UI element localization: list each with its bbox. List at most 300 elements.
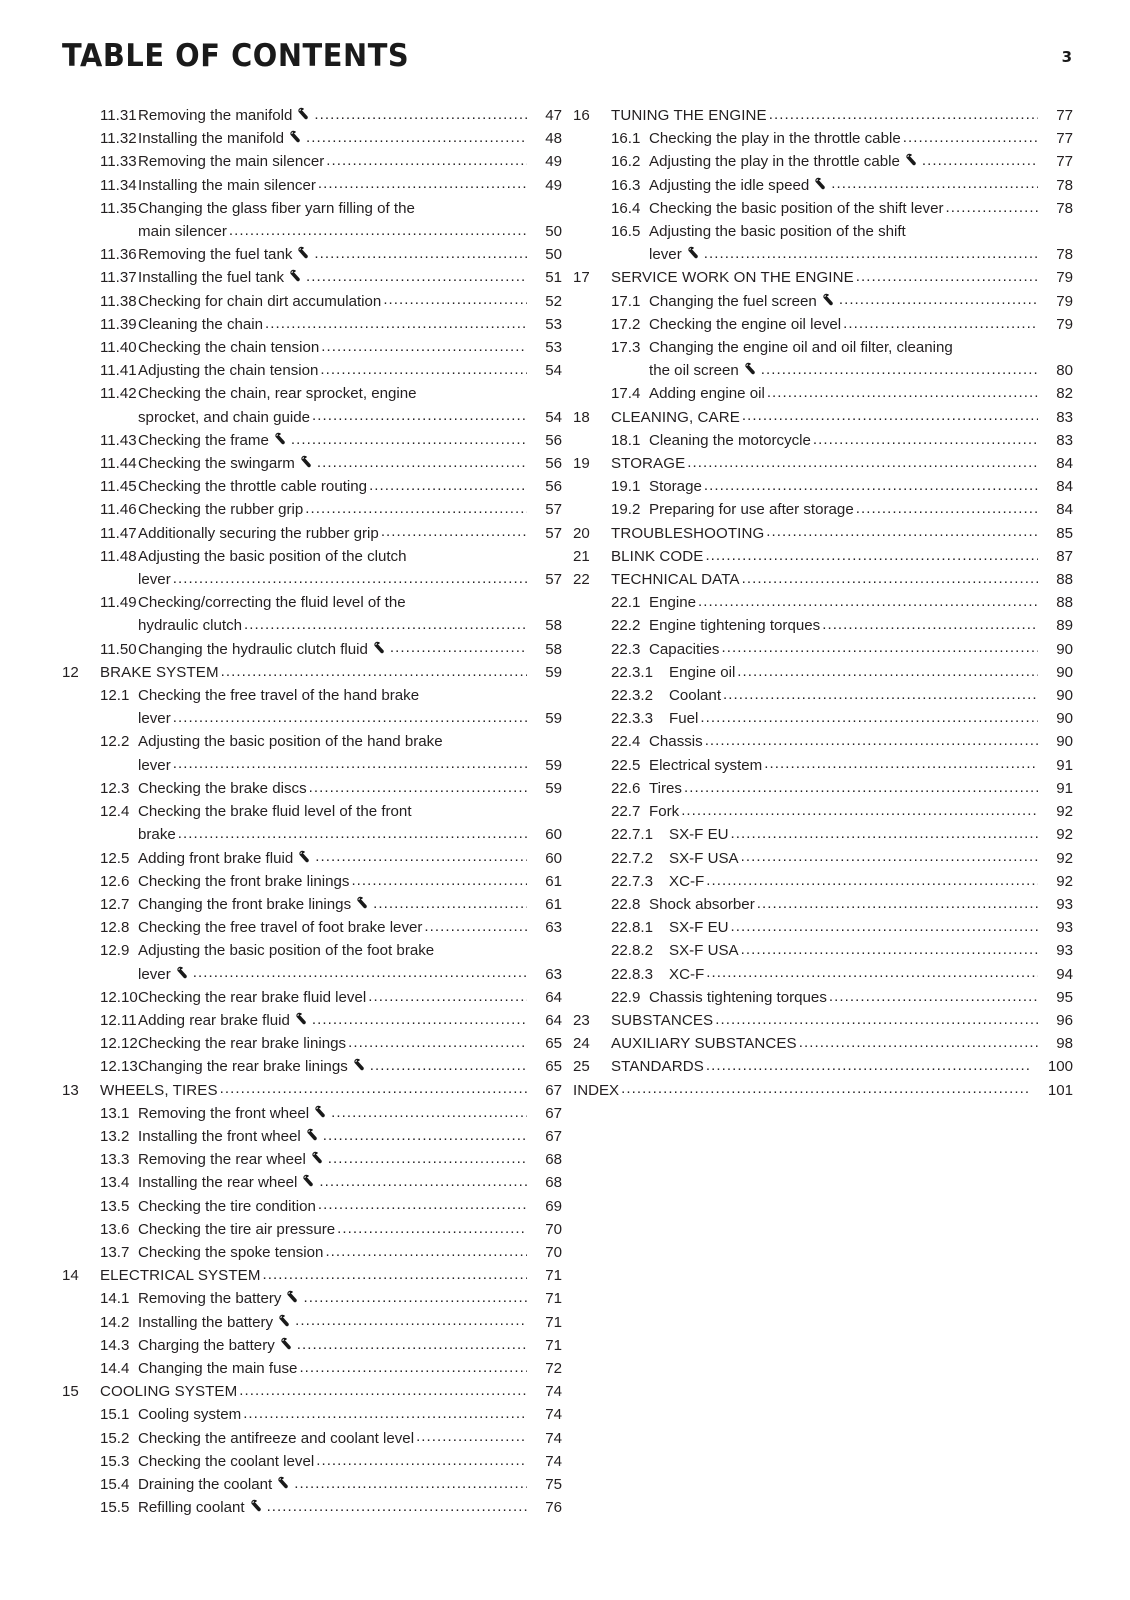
toc-entry-title-cont: lever [138,965,171,983]
dot-leader [291,437,527,452]
dot-leader [306,135,527,150]
toc-entry-number: 14 [62,1267,79,1285]
toc-entry[interactable] [62,661,562,684]
toc-entry-page: 50 [545,223,562,241]
toc-entry[interactable] [62,290,562,313]
toc-entry-page: 92 [1056,803,1073,821]
toc-entry-number: 11.37 [100,269,137,287]
toc-entry[interactable] [573,777,1073,800]
toc-entry[interactable] [62,1357,562,1380]
toc-entry[interactable] [62,1311,562,1334]
dot-leader [369,483,527,498]
toc-entry[interactable] [573,638,1073,661]
toc-entry-number: 11.39 [100,315,137,333]
toc-entry-body [138,266,562,289]
toc-entry-page: 48 [545,130,562,148]
dot-leader [321,344,527,359]
toc-entry-title: XC-F [669,872,705,890]
toc-entry-body [138,986,562,1009]
toc-entry-number: 12.10 [100,988,138,1006]
dot-leader [705,739,1038,754]
toc-entry-page: 50 [545,246,562,264]
dot-leader [348,1040,527,1055]
dot-leader [856,507,1038,522]
toc-entry[interactable] [573,336,1073,382]
toc-entry[interactable] [573,475,1073,498]
page-number: 3 [1061,48,1072,66]
toc-entry[interactable] [62,336,562,359]
page-header [62,36,1072,88]
toc-entry-page: 92 [1056,872,1073,890]
dot-leader [229,228,527,243]
wrench-icon [299,455,314,469]
toc-entry-body [138,522,562,545]
dot-leader [314,112,527,127]
toc-entry-page: 92 [1056,849,1073,867]
toc-entry[interactable] [62,893,562,916]
toc-entry-page: 90 [1056,710,1073,728]
toc-entry-page: 59 [545,663,562,681]
dot-leader [843,321,1038,336]
toc-entry-title: SX-F USA [669,942,739,960]
toc-entry[interactable] [573,266,1073,289]
toc-entry[interactable] [62,197,562,243]
toc-entry-page: 88 [1056,594,1073,612]
dot-leader [764,762,1038,777]
toc-entry-body [138,1473,562,1496]
toc-entry[interactable] [62,870,562,893]
wrench-icon [296,107,311,121]
toc-entry-body [611,522,1073,545]
toc-entry-title: Adding rear brake fluid [138,1011,290,1029]
toc-entry[interactable] [573,290,1073,313]
toc-entry-number: 15.1 [100,1406,130,1424]
toc-entry[interactable] [62,475,562,498]
dot-leader [383,298,527,313]
toc-entry-body [649,429,1073,452]
toc-entry-title: Checking the spoke tension [138,1243,324,1261]
toc-entry-body [138,336,562,359]
toc-entry-title: Shock absorber [649,895,755,913]
toc-entry-page: 53 [545,315,562,333]
toc-entry[interactable] [62,1264,562,1287]
toc-entry-title: Fork [649,803,680,821]
toc-entry-body [649,197,1073,220]
toc-entry-number: 15 [62,1383,79,1401]
dot-leader [684,785,1038,800]
toc-entry-page: 58 [545,640,562,658]
toc-entry[interactable] [573,174,1073,197]
toc-entry-title: Changing the glass fiber yarn filling of the [138,199,415,217]
toc-column-right [573,104,1073,1519]
toc-entry-number: 13.5 [100,1197,130,1215]
toc-entry-number: 18.1 [611,431,641,449]
toc-entry-page: 71 [545,1267,562,1285]
toc-entry-body [138,1287,562,1310]
toc-entry[interactable] [573,197,1073,220]
toc-entry-page: 90 [1056,640,1073,658]
toc-entry-body [138,150,562,173]
toc-entry[interactable] [62,382,562,428]
toc-entry-page: 61 [545,872,562,890]
toc-entry-page: 74 [545,1406,562,1424]
dot-leader [243,1411,527,1426]
toc-entry[interactable] [62,1473,562,1496]
toc-entry-number: 12.13 [100,1058,138,1076]
wrench-icon [288,130,303,144]
toc-entry-title: Charging the battery [138,1336,275,1354]
wrench-icon [285,1290,300,1304]
toc-entry-body [611,568,1073,591]
toc-entry[interactable] [62,1009,562,1032]
toc-entry[interactable] [62,522,562,545]
toc-entry[interactable] [62,684,562,730]
toc-entry-number: 13.3 [100,1151,130,1169]
toc-entry[interactable] [573,800,1073,823]
toc-entry-title: INDEX [573,1081,620,1099]
toc-entry-title: Checking the tire air pressure [138,1220,336,1238]
toc-entry-page: 72 [545,1359,562,1377]
toc-entry-body [138,870,562,893]
toc-entry-title: Checking the rear brake linings [138,1035,347,1053]
toc-entry-body [138,730,562,776]
toc-entry-number: 16 [573,107,590,124]
wrench-icon [175,966,190,980]
toc-entry-page: 67 [545,1081,562,1099]
toc-entry[interactable] [573,568,1073,591]
toc-entry-page: 93 [1056,942,1073,960]
toc-entry-number: 23 [573,1011,590,1029]
wrench-icon [904,153,919,167]
dot-leader [737,669,1038,684]
toc-entry-number: 12.8 [100,919,130,937]
toc-entry-number: 12.12 [100,1035,138,1053]
toc-entry-number: 13.2 [100,1127,130,1145]
toc-entry-title: TECHNICAL DATA [611,571,740,589]
toc-entry-page: 71 [545,1313,562,1331]
toc-entry[interactable] [62,1334,562,1357]
toc-entry-number: 19 [573,455,590,473]
dot-leader [239,1388,527,1403]
toc-entry-title: Adjusting the basic position of the clutch [138,547,407,565]
toc-entry-body [649,336,1073,382]
toc-entry[interactable] [573,452,1073,475]
toc-entry[interactable] [573,522,1073,545]
dot-leader [309,785,527,800]
wrench-icon [276,1476,291,1490]
toc-entry-title: Checking the play in the throttle cable [649,130,901,148]
toc-entry[interactable] [62,1241,562,1264]
toc-entry[interactable] [62,1171,562,1194]
toc-entry[interactable] [573,313,1073,336]
toc-entry-number: 14.3 [100,1336,130,1354]
toc-entry-body [611,545,1073,568]
toc-entry-number: 11.44 [100,455,137,473]
toc-entry[interactable] [62,1079,562,1102]
toc-entry[interactable] [573,382,1073,405]
dot-leader [856,275,1038,290]
dot-leader [831,182,1038,197]
toc-entry-title: Engine [649,594,696,612]
toc-entry-page: 71 [545,1336,562,1354]
toc-entry-page: 67 [545,1127,562,1145]
toc-entry[interactable] [573,591,1073,614]
toc-entry-number: 11.40 [100,339,137,357]
dot-leader [318,182,527,197]
toc-entry-body [669,939,1073,962]
toc-entry[interactable] [573,707,1073,730]
toc-entry-title: Draining the coolant [138,1475,273,1493]
toc-entry-body [669,870,1073,893]
toc-entry-page: 57 [545,571,562,589]
wrench-icon [249,1499,264,1513]
toc-entry[interactable] [573,1055,1073,1078]
toc-entry[interactable] [573,614,1073,637]
toc-entry-number: 12.5 [100,849,130,867]
dot-leader [306,275,527,290]
toc-entry-page: 83 [1056,408,1073,426]
toc-entry[interactable] [62,150,562,173]
toc-entry-title: Checking the antifreeze and coolant level [138,1429,415,1447]
toc-entry[interactable] [62,1427,562,1450]
toc-entry-number: 15.5 [100,1499,130,1517]
toc-entry[interactable] [573,893,1073,916]
toc-entry[interactable] [62,313,562,336]
toc-entry[interactable] [573,847,1073,870]
toc-entry-page: 47 [545,107,562,124]
toc-entry[interactable] [62,545,562,591]
toc-entry[interactable] [573,545,1073,568]
toc-entry-page: 74 [545,1429,562,1447]
toc-entry-title: SX-F EU [669,826,729,844]
toc-entry[interactable] [62,429,562,452]
dot-leader [312,414,527,429]
dot-leader [705,553,1038,568]
toc-entry-title: Checking the front brake linings [138,872,350,890]
toc-entry-body [138,777,562,800]
toc-entry-body [669,707,1073,730]
toc-entry-number: 12.4 [100,803,130,821]
dot-leader [265,321,527,336]
toc-entry[interactable] [62,1496,562,1519]
toc-entry-number: 22.2 [611,617,641,635]
toc-entry-body [138,1403,562,1426]
toc-entry-number: 20 [573,524,590,542]
toc-entry-page: 59 [545,710,562,728]
toc-entry[interactable] [573,823,1073,846]
toc-entry-number: 12.9 [100,942,130,960]
toc-entry[interactable] [573,429,1073,452]
toc-entry-page: 95 [1056,988,1073,1006]
toc-entry-page: 79 [1056,315,1073,333]
toc-entry[interactable] [573,150,1073,173]
toc-entry[interactable] [573,939,1073,962]
toc-entry-number: 13.4 [100,1174,130,1192]
toc-entry[interactable] [62,266,562,289]
toc-entry-body [611,104,1073,127]
toc-entry-title: Additionally securing the rubber grip [138,524,379,542]
toc-entry[interactable] [62,730,562,776]
dot-leader [700,715,1038,730]
dot-leader [706,1063,1030,1078]
toc-entry-title-cont: hydraulic clutch [138,617,243,635]
dot-leader [769,112,1038,127]
toc-entry-title: STORAGE [611,455,686,473]
toc-entry[interactable] [62,359,562,382]
toc-entry-body [649,591,1073,614]
toc-entry-number: 22.9 [611,988,641,1006]
toc-entry[interactable] [573,1009,1073,1032]
dot-leader [715,1017,1038,1032]
toc-entry-number: 16.1 [611,130,641,148]
toc-entry-title: Changing the main fuse [138,1359,298,1377]
toc-entry[interactable] [62,498,562,521]
toc-entry-title: Coolant [669,687,722,705]
toc-entry[interactable] [573,986,1073,1009]
toc-entry[interactable] [573,220,1073,266]
toc-entry[interactable] [573,127,1073,150]
toc-entry-title: Cleaning the chain [138,315,264,333]
toc-entry-number: 11.32 [100,130,137,148]
dot-leader [326,159,527,174]
toc-entry-number: 17.2 [611,315,641,333]
toc-entry[interactable] [62,847,562,870]
toc-entry[interactable] [62,1148,562,1171]
toc-entry[interactable] [573,916,1073,939]
wrench-icon [301,1174,316,1188]
toc-entry-number: 22.8 [611,895,641,913]
toc-entry-body [138,359,562,382]
toc-entry-page: 61 [545,895,562,913]
toc-entry-page: 82 [1056,385,1073,403]
toc-entry-body [611,452,1073,475]
toc-entry[interactable] [62,1218,562,1241]
toc-entry-number: 11.33 [100,153,137,171]
toc-entry[interactable] [573,406,1073,429]
toc-entry[interactable] [62,986,562,1009]
toc-entry-title-cont: lever [138,710,171,728]
wrench-icon [297,850,312,864]
toc-entry-title: SX-F USA [669,849,739,867]
toc-entry[interactable] [573,754,1073,777]
toc-entry[interactable] [62,1403,562,1426]
toc-entry[interactable] [62,1102,562,1125]
toc-entry[interactable] [62,1032,562,1055]
toc-entry-number: 18 [573,408,590,426]
toc-entry[interactable] [573,870,1073,893]
toc-entry[interactable] [62,452,562,475]
toc-entry-page: 67 [545,1104,562,1122]
dot-leader [731,924,1038,939]
toc-entry-body [649,313,1073,336]
dot-leader [303,1295,527,1310]
toc-entry[interactable] [62,104,562,127]
wrench-icon [273,432,288,446]
toc-entry-body [649,174,1073,197]
toc-entry-number: 17.3 [611,339,641,357]
toc-entry[interactable] [62,174,562,197]
toc-entry-title: Adjusting the play in the throttle cable [649,153,900,171]
wrench-icon [288,269,303,283]
dot-leader [244,623,527,638]
toc-entry-number: 22.7.1 [611,826,653,844]
toc-entry-number: 22.3.1 [611,663,653,681]
toc-entry[interactable] [62,638,562,661]
toc-entry-body [138,638,562,661]
toc-entry-body [573,1079,1073,1102]
toc-entry[interactable] [62,800,562,846]
toc-entry[interactable] [573,498,1073,521]
toc-entry-page: 56 [545,431,562,449]
dot-leader [813,437,1038,452]
toc-entry-number: 22 [573,571,590,589]
toc-entry[interactable] [62,1380,562,1403]
dot-leader [193,971,527,986]
toc-entry-body [649,777,1073,800]
toc-entry-page: 70 [545,1220,562,1238]
toc-entry-body [138,290,562,313]
toc-entry[interactable] [573,661,1073,684]
wrench-icon [277,1314,292,1328]
toc-entry[interactable] [62,777,562,800]
toc-entry[interactable] [573,963,1073,986]
toc-entry-body [649,150,1073,173]
toc-entry-body [138,1450,562,1473]
dot-leader [767,391,1038,406]
toc-entry[interactable] [573,1079,1073,1102]
toc-entry[interactable] [62,1125,562,1148]
toc-entry-title: Adding front brake fluid [138,849,294,867]
toc-entry-title: TUNING THE ENGINE [611,107,767,124]
toc-entry[interactable] [573,1032,1073,1055]
wrench-icon [294,1012,309,1026]
toc-entry[interactable] [573,684,1073,707]
toc-entry[interactable] [62,1195,562,1218]
toc-entry-title: Changing the engine oil and oil filter, cleaning [649,339,953,357]
toc-entry-title: Storage [649,478,702,496]
toc-entry[interactable] [62,127,562,150]
toc-entry-body [669,847,1073,870]
toc-entry[interactable] [62,591,562,637]
toc-entry-page: 91 [1056,779,1073,797]
toc-entry-number: 13.6 [100,1220,130,1238]
toc-entry[interactable] [573,730,1073,753]
toc-entry-title-cont: sprocket, and chain guide [138,408,311,426]
toc-entry-number: 12.7 [100,895,130,913]
toc-entry-page: 64 [545,988,562,1006]
toc-entry-body [138,243,562,266]
toc-entry-page: 90 [1056,733,1073,751]
toc-entry[interactable] [62,939,562,985]
toc-entry-title-cont: lever [138,756,171,774]
toc-entry[interactable] [62,1055,562,1078]
toc-entry[interactable] [62,1450,562,1473]
toc-entry-title: Checking the chain, rear sprocket, engine [138,385,417,403]
toc-entry-title: BLINK CODE [611,547,704,565]
dot-leader [687,460,1038,475]
toc-columns [0,104,1130,1519]
toc-entry-body [649,730,1073,753]
toc-entry[interactable] [62,1287,562,1310]
toc-entry[interactable] [62,916,562,939]
toc-entry-title: Chassis tightening torques [649,988,827,1006]
dot-leader [317,460,527,475]
toc-entry-title: Installing the battery [138,1313,274,1331]
dot-leader [903,135,1038,150]
toc-entry-body [649,498,1073,521]
toc-entry[interactable] [62,243,562,266]
toc-entry[interactable] [573,104,1073,127]
